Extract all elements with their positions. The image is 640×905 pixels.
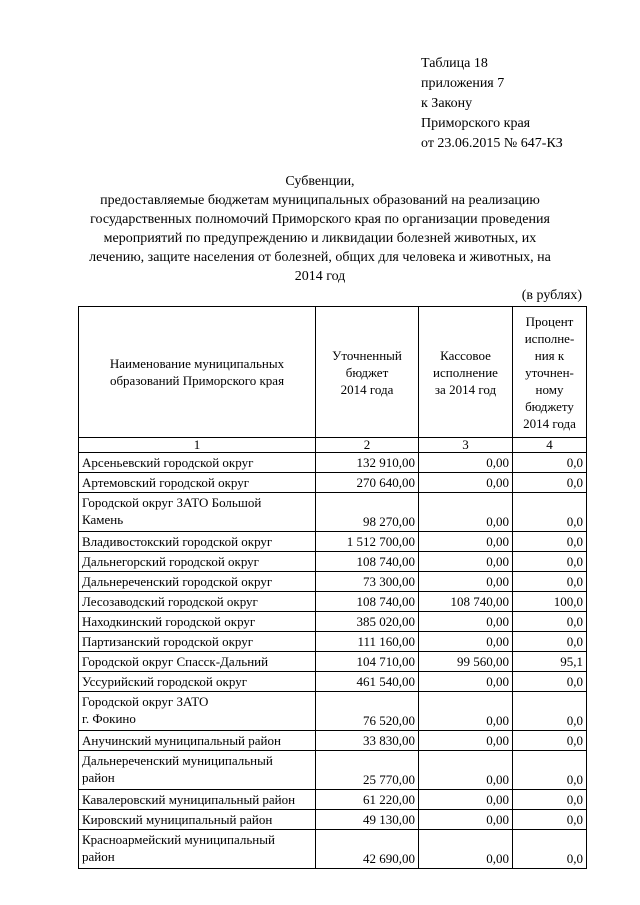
municipality-name-cell <box>79 652 316 672</box>
title-line: лечению, защите населения от болезней, общих для человека и животных, на <box>89 250 551 265</box>
budget-cell: 61 220,00 <box>316 790 419 810</box>
budget-cell: 98 270,00 <box>316 493 419 532</box>
percent-cell: 0,0 <box>513 790 587 810</box>
municipality-name-cell <box>79 672 316 692</box>
document-title <box>60 172 580 286</box>
budget-cell: 104 710,00 <box>316 652 419 672</box>
executed-cell: 0,00 <box>419 572 513 592</box>
table-body <box>79 453 587 869</box>
column-header-budget: Уточненный бюджет 2014 года <box>316 307 419 438</box>
title-line: 2014 год <box>294 269 346 284</box>
budget-cell: 270 640,00 <box>316 473 419 493</box>
budget-cell: 108 740,00 <box>316 592 419 612</box>
header-line: Приморского края <box>421 116 531 131</box>
table-header-row <box>79 307 587 438</box>
percent-cell: 0,0 <box>513 532 587 552</box>
percent-cell: 0,0 <box>513 552 587 572</box>
table-row <box>79 592 587 612</box>
municipality-name-cell <box>79 493 316 532</box>
table-row <box>79 552 587 572</box>
municipality-name-line: Городской округ ЗАТО Большой <box>82 495 262 510</box>
appendix-header <box>421 54 563 154</box>
percent-cell: 0,0 <box>513 672 587 692</box>
executed-cell: 108 740,00 <box>419 592 513 612</box>
title-line: государственных полномочий Приморского края по организации проведения <box>90 212 550 227</box>
executed-cell: 0,00 <box>419 612 513 632</box>
municipality-name-line: Городской округ Спасск-Дальний <box>82 654 269 669</box>
municipality-name-line: г. Фокино <box>82 711 136 726</box>
table-row <box>79 572 587 592</box>
budget-cell: 132 910,00 <box>316 453 419 473</box>
title-line: Субвенции, <box>285 174 355 189</box>
table-row <box>79 672 587 692</box>
table-row <box>79 731 587 751</box>
municipality-name-cell <box>79 751 316 790</box>
municipality-name-line: Камень <box>82 512 124 527</box>
municipality-name-line: Артемовский городской округ <box>82 475 250 490</box>
percent-cell: 0,0 <box>513 751 587 790</box>
column-number: 1 <box>79 438 316 453</box>
table-row <box>79 453 587 473</box>
municipality-name-cell <box>79 532 316 552</box>
table-row <box>79 493 587 532</box>
municipality-name-line: Арсеньевский городской округ <box>82 455 254 470</box>
municipality-name-line: Красноармейский муниципальный <box>82 832 275 847</box>
executed-cell: 0,00 <box>419 751 513 790</box>
budget-cell: 111 160,00 <box>316 632 419 652</box>
municipality-name-line: Дальнереченский муниципальный <box>82 753 273 768</box>
municipality-name-line: Городской округ ЗАТО <box>82 694 209 709</box>
table-row <box>79 532 587 552</box>
budget-cell: 76 520,00 <box>316 692 419 731</box>
percent-cell: 0,0 <box>513 453 587 473</box>
executed-cell: 99 560,00 <box>419 652 513 672</box>
municipality-name-cell <box>79 473 316 493</box>
executed-cell: 0,00 <box>419 790 513 810</box>
municipality-name-cell <box>79 632 316 652</box>
budget-cell: 33 830,00 <box>316 731 419 751</box>
table-row <box>79 473 587 493</box>
table-row <box>79 830 587 869</box>
executed-cell: 0,00 <box>419 532 513 552</box>
executed-cell: 0,00 <box>419 830 513 869</box>
budget-cell: 42 690,00 <box>316 830 419 869</box>
executed-cell: 0,00 <box>419 552 513 572</box>
municipality-name-cell <box>79 453 316 473</box>
municipality-name-line: Уссурийский городской округ <box>82 674 248 689</box>
municipality-name-cell <box>79 552 316 572</box>
title-line: предоставляемые бюджетам муниципальных образований на реализацию <box>100 193 540 208</box>
percent-cell: 0,0 <box>513 830 587 869</box>
municipality-name-line: Лесозаводский городской округ <box>82 594 258 609</box>
percent-cell: 100,0 <box>513 592 587 612</box>
title-line: мероприятий по предупреждению и ликвидации болезней животных, их <box>103 231 537 246</box>
column-header-executed: Кассовое исполнение за 2014 год <box>419 307 513 438</box>
municipality-name-line: Дальнегорский городской округ <box>82 554 260 569</box>
executed-cell: 0,00 <box>419 810 513 830</box>
municipality-name-cell <box>79 830 316 869</box>
municipality-name-cell <box>79 692 316 731</box>
table-row <box>79 632 587 652</box>
budget-cell: 1 512 700,00 <box>316 532 419 552</box>
executed-cell: 0,00 <box>419 692 513 731</box>
executed-cell: 0,00 <box>419 453 513 473</box>
budget-cell: 461 540,00 <box>316 672 419 692</box>
table-row <box>79 810 587 830</box>
percent-cell: 0,0 <box>513 572 587 592</box>
municipality-name-cell <box>79 612 316 632</box>
header-line: приложения 7 <box>421 76 505 91</box>
municipality-name-line: Партизанский городской округ <box>82 634 254 649</box>
municipality-name-cell <box>79 592 316 612</box>
executed-cell: 0,00 <box>419 493 513 532</box>
percent-cell: 0,0 <box>513 612 587 632</box>
table-row <box>79 612 587 632</box>
executed-cell: 0,00 <box>419 731 513 751</box>
percent-cell: 0,0 <box>513 632 587 652</box>
column-header-name: Наименование муниципальных образований Приморского края <box>79 307 316 438</box>
table-row <box>79 652 587 672</box>
municipality-name-cell <box>79 790 316 810</box>
table-row <box>79 790 587 810</box>
header-line: к Закону <box>421 96 473 111</box>
column-number-row <box>79 438 587 453</box>
executed-cell: 0,00 <box>419 672 513 692</box>
percent-cell: 95,1 <box>513 652 587 672</box>
municipality-name-line: район <box>82 849 115 864</box>
municipality-name-cell <box>79 810 316 830</box>
budget-cell: 73 300,00 <box>316 572 419 592</box>
municipality-name-line: Дальнереченский городской округ <box>82 574 273 589</box>
municipality-name-line: район <box>82 770 115 785</box>
percent-cell: 0,0 <box>513 692 587 731</box>
municipality-name-line: Владивостокский городской округ <box>82 534 273 549</box>
percent-cell: 0,0 <box>513 731 587 751</box>
header-line: от 23.06.2015 № 647-КЗ <box>421 136 563 151</box>
budget-cell: 108 740,00 <box>316 552 419 572</box>
municipality-name-line: Анучинский муниципальный район <box>82 733 281 748</box>
column-number: 3 <box>419 438 513 453</box>
municipality-name-cell <box>79 731 316 751</box>
column-number: 4 <box>513 438 587 453</box>
municipality-name-line: Кавалеровский муниципальный район <box>82 792 296 807</box>
executed-cell: 0,00 <box>419 473 513 493</box>
column-number: 2 <box>316 438 419 453</box>
municipality-name-line: Кировский муниципальный район <box>82 812 273 827</box>
percent-cell: 0,0 <box>513 810 587 830</box>
header-line: Таблица 18 <box>421 56 488 71</box>
table-row <box>79 751 587 790</box>
table-row <box>79 692 587 731</box>
municipality-name-line: Находкинский городской округ <box>82 614 256 629</box>
subsidies-table <box>78 306 587 869</box>
percent-cell: 0,0 <box>513 473 587 493</box>
budget-cell: 25 770,00 <box>316 751 419 790</box>
budget-cell: 385 020,00 <box>316 612 419 632</box>
municipality-name-cell <box>79 572 316 592</box>
executed-cell: 0,00 <box>419 632 513 652</box>
percent-cell: 0,0 <box>513 493 587 532</box>
units-label: (в рублях) <box>521 288 582 303</box>
budget-cell: 49 130,00 <box>316 810 419 830</box>
column-header-percent: Процент исполне- ния к уточнен- ному бюджету 2014 года <box>513 307 587 438</box>
